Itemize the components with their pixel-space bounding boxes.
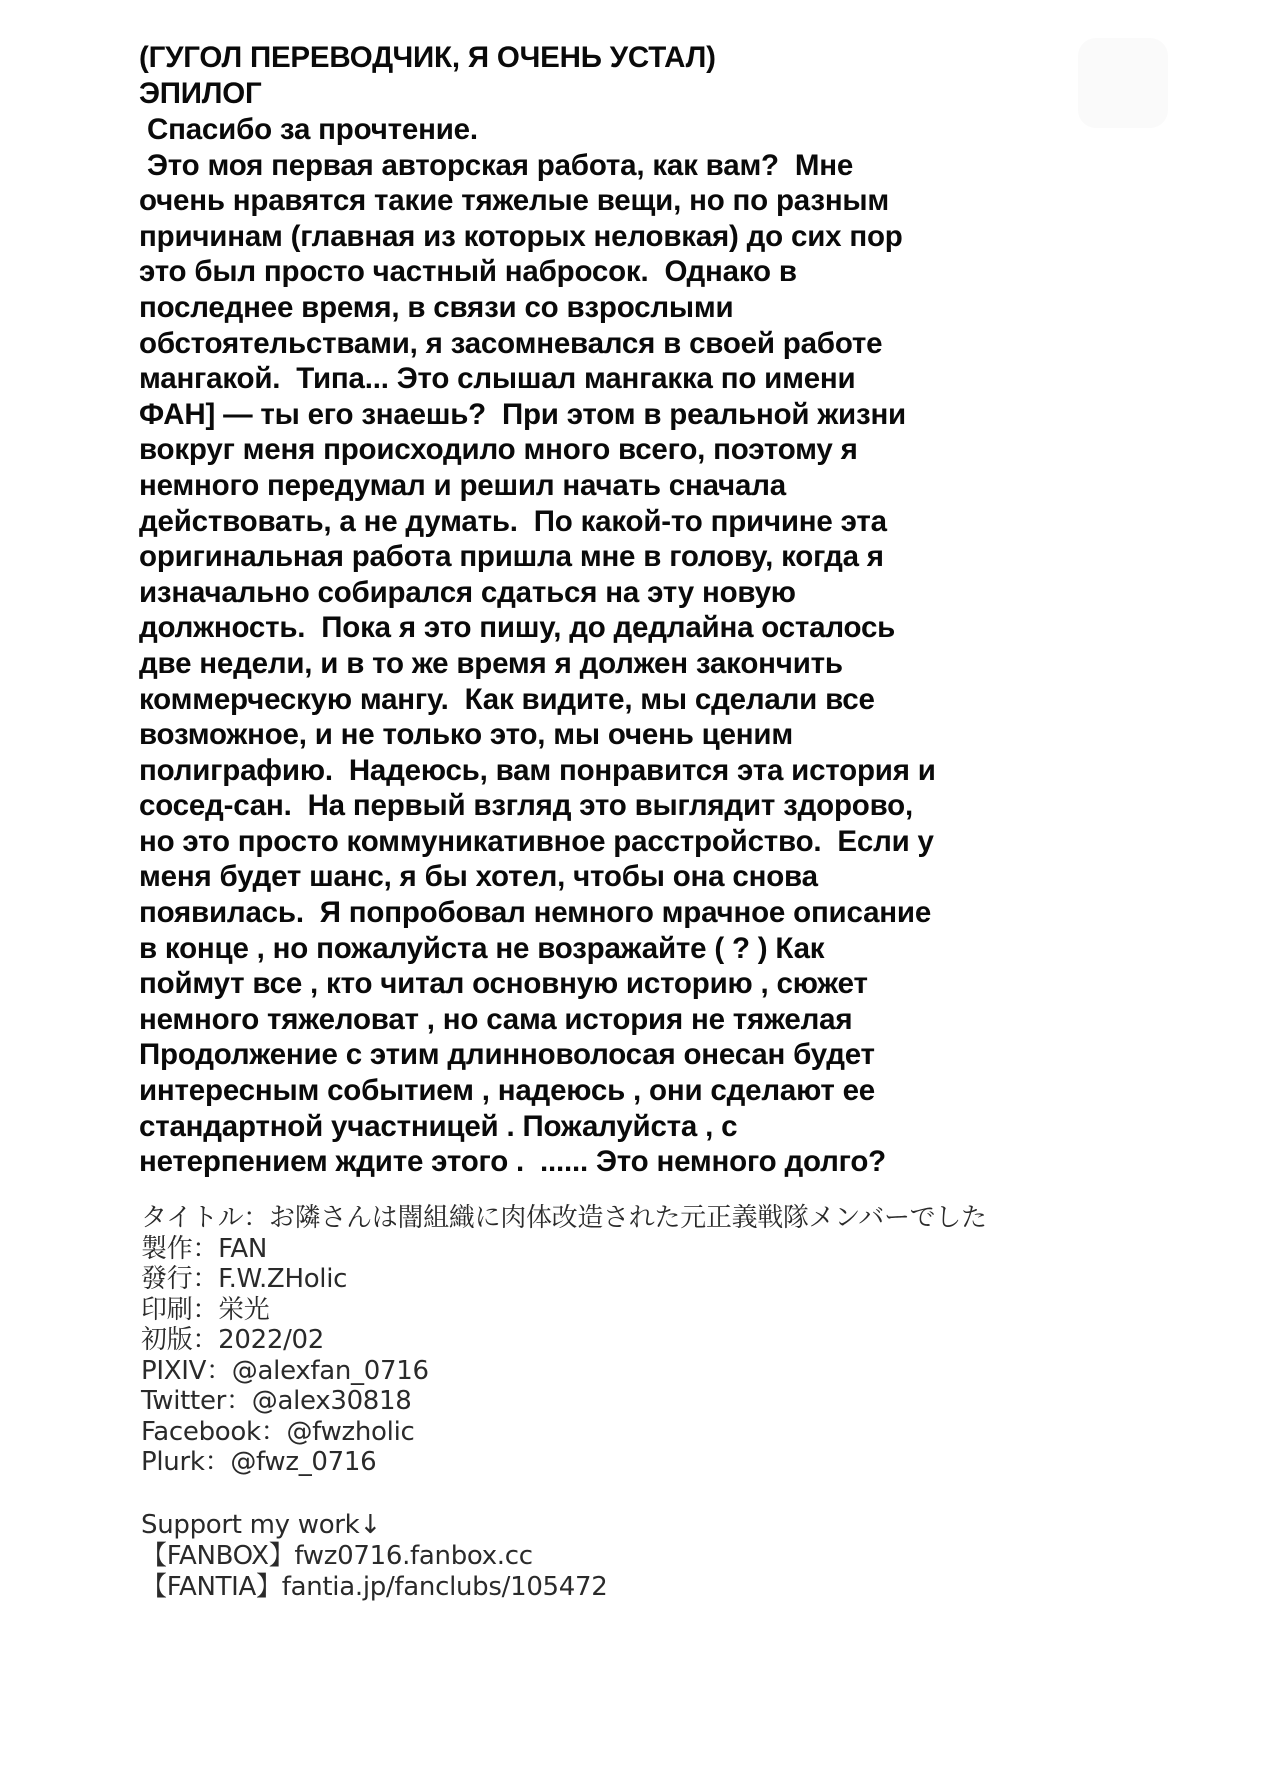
credit-plurk: Plurk：@fwz_0716 xyxy=(141,1447,377,1477)
epilogue-body xyxy=(139,112,1159,1180)
credit-facebook: Facebook：@fwzholic xyxy=(141,1416,415,1447)
epilogue-line: оригинальная работа пришла мне в голову, когда я xyxy=(139,540,884,574)
epilogue-line: Это моя первая авторская работа, как вам? Мне xyxy=(139,148,854,182)
epilogue-line: в конце , но пожалуйста не возражайте ( ? ) Как xyxy=(139,931,825,965)
epilogue-line: сосед-сан. На первый взгляд это выглядит здорово, xyxy=(139,789,913,823)
fantia-link: 【FANTIA】fantia.jp/fanclubs/105472 xyxy=(141,1572,608,1602)
fanbox-link: 【FANBOX】fwz0716.fanbox.cc xyxy=(141,1541,533,1571)
epilogue-line: действовать, а не думать. По какой-то причине эта xyxy=(139,504,887,538)
credit-pixiv: PIXIV：@alexfan_0716 xyxy=(141,1355,429,1386)
epilogue-line: интересным событием , надеюсь , они сделают ее xyxy=(139,1074,875,1108)
credit-publisher: 發行：F.W.ZHolic xyxy=(141,1264,348,1294)
epilogue-line: обстоятельствами, я засомневался в своей работе xyxy=(139,326,883,360)
credit-twitter: Twitter：@alex30818 xyxy=(141,1386,412,1416)
epilogue-line: последнее время, в связи со взрослыми xyxy=(139,290,734,324)
credits-section xyxy=(141,1203,1141,1478)
epilogue-line: Продолжение с этим длинноволосая онесан будет xyxy=(139,1038,875,1072)
epilogue-line: нетерпением ждите этого . ...... Это немного долго? xyxy=(139,1145,886,1179)
epilogue-line: но это просто коммуникативное расстройство. Если у xyxy=(139,824,934,858)
epilogue-line: две недели, и в то же время я должен закончить xyxy=(139,646,843,680)
credit-printer: 印刷：栄光 xyxy=(141,1294,270,1325)
epilogue-section xyxy=(139,40,1159,1180)
credit-author: 製作：FAN xyxy=(141,1233,268,1264)
epilogue-line: стандартной участницей . Пожалуйста , с xyxy=(139,1109,738,1143)
epilogue-line: немного тяжеловат , но сама история не тяжелая xyxy=(139,1002,853,1036)
epilogue-line: вокруг меня происходило много всего, поэтому я xyxy=(139,433,858,467)
credit-first-edition: 初版：2022/02 xyxy=(141,1325,325,1355)
epilogue-line: причинам (главная из которых неловкая) до сих пор xyxy=(139,219,903,253)
epilogue-line: немного передумал и решил начать сначала xyxy=(139,468,786,502)
credit-title: タイトル：お隣さんは闇組織に肉体改造された元正義戦隊メンバーでした xyxy=(141,1203,987,1233)
epilogue-heading: ЭПИЛОГ xyxy=(139,77,262,110)
epilogue-line: ФАН] — ты его знаешь? При этом в реальной жизни xyxy=(139,397,906,431)
epilogue-line: коммерческую мангу. Как видите, мы сделали все xyxy=(139,682,875,716)
epilogue-line: возможное, и не только это, мы очень ценим xyxy=(139,718,793,752)
epilogue-line: мангакой. Типа... Это слышал мангакка по имени xyxy=(139,362,856,396)
epilogue-line: очень нравятся такие тяжелые вещи, но по разным xyxy=(139,184,890,218)
epilogue-line: это был просто частный набросок. Однако в xyxy=(139,255,797,289)
support-heading: Support my work↓ xyxy=(141,1510,381,1540)
support-section xyxy=(141,1510,1141,1603)
epilogue-line: полиграфию. Надеюсь, вам понравится эта история и xyxy=(139,753,936,787)
translator-note: (ГУГОЛ ПЕРЕВОДЧИК, Я ОЧЕНЬ УСТАЛ) xyxy=(139,41,716,74)
epilogue-line: Спасибо за прочтение. xyxy=(139,113,478,146)
epilogue-line: меня будет шанс, я бы хотел, чтобы она снова xyxy=(139,860,818,894)
epilogue-line: должность. Пока я это пишу, до дедлайна осталось xyxy=(139,611,896,645)
epilogue-line: поймут все , кто читал основную историю , сюжет xyxy=(139,967,868,1001)
epilogue-line: появилась. Я попробовал немного мрачное описание xyxy=(139,896,932,930)
epilogue-line: изначально собирался сдаться на эту новую xyxy=(139,575,796,609)
